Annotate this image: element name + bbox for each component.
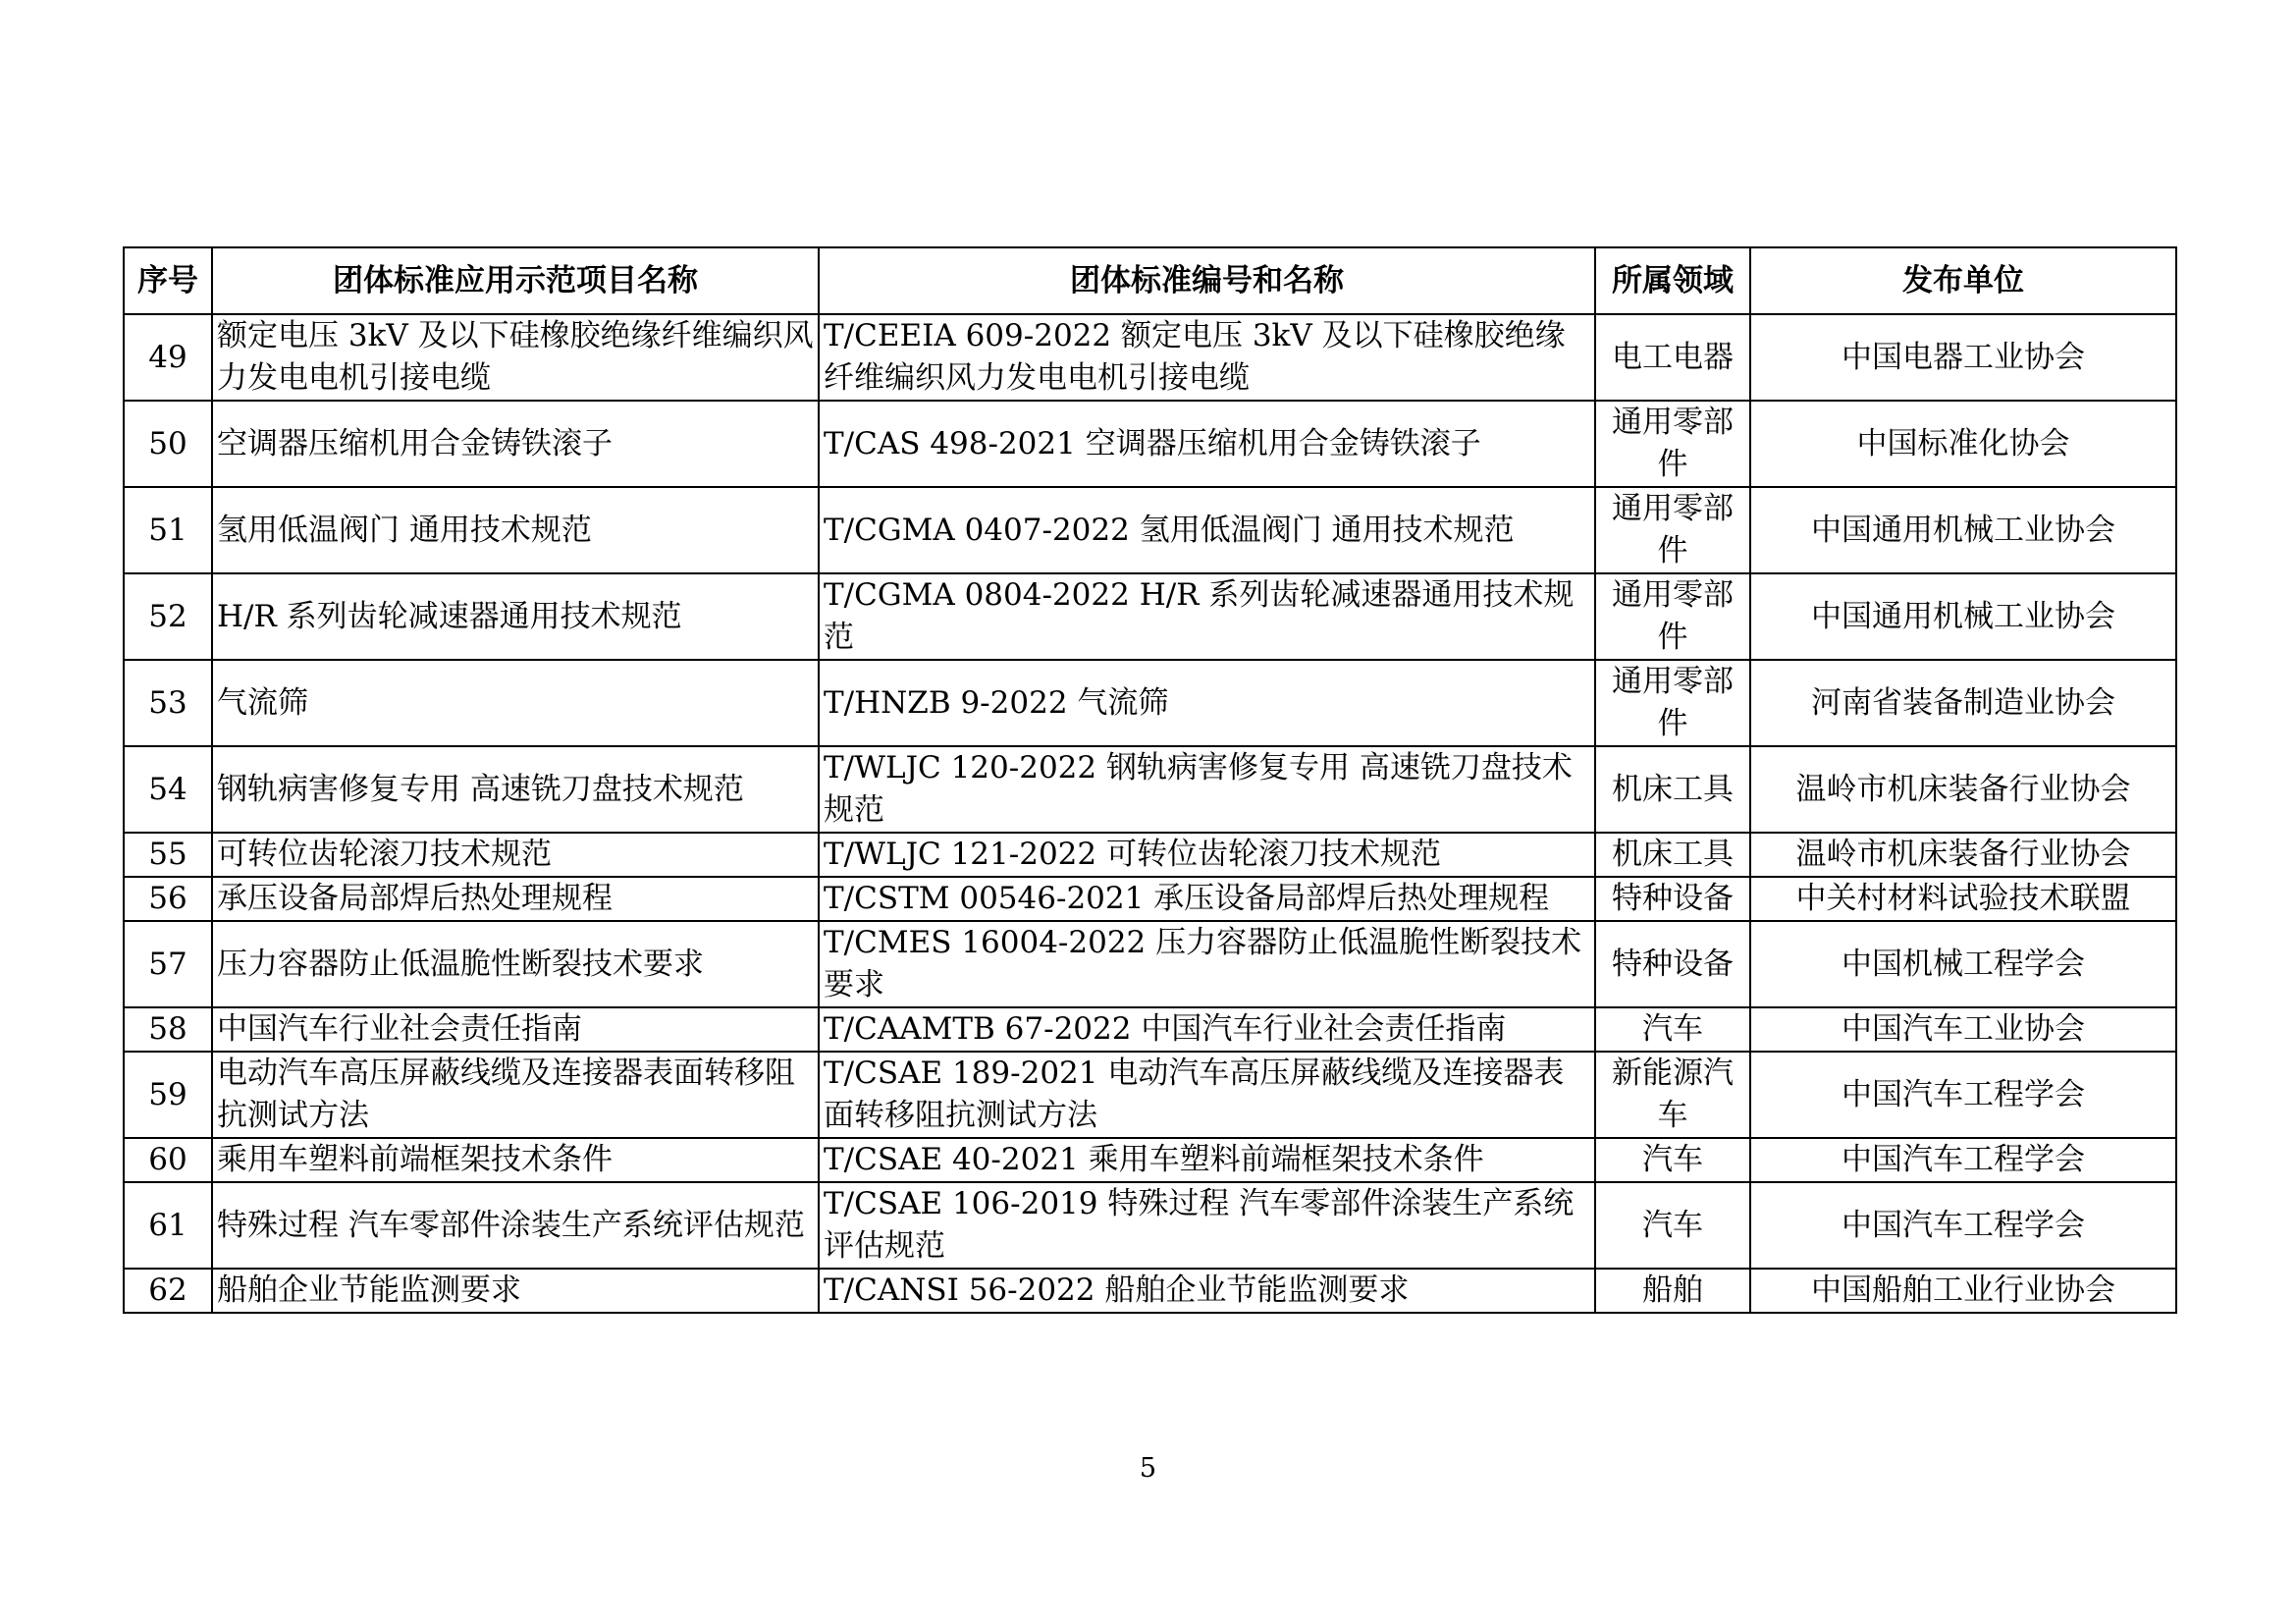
table-row — [124, 1007, 2176, 1052]
cell-serial: 60 — [124, 1138, 212, 1182]
table-row — [124, 660, 2176, 746]
header-standard-name: 团体标准编号和名称 — [819, 247, 1595, 314]
table-row — [124, 877, 2176, 921]
cell-serial: 58 — [124, 1007, 212, 1052]
table-row — [124, 401, 2176, 487]
cell-serial: 57 — [124, 921, 212, 1007]
cell-field: 船舶 — [1595, 1269, 1750, 1313]
cell-field: 机床工具 — [1595, 746, 1750, 833]
cell-publisher: 中国标准化协会 — [1750, 401, 2176, 487]
table-row — [124, 487, 2176, 573]
cell-serial: 53 — [124, 660, 212, 746]
table-row — [124, 573, 2176, 660]
cell-publisher: 中关村材料试验技术联盟 — [1750, 877, 2176, 921]
cell-serial: 54 — [124, 746, 212, 833]
header-project-name: 团体标准应用示范项目名称 — [212, 247, 819, 314]
cell-project: 空调器压缩机用合金铸铁滚子 — [212, 401, 819, 487]
header-serial: 序号 — [124, 247, 212, 314]
cell-project: 可转位齿轮滚刀技术规范 — [212, 833, 819, 877]
table-row — [124, 1182, 2176, 1269]
cell-standard: T/CSAE 106-2019 特殊过程 汽车零部件涂装生产系统评估规范 — [819, 1182, 1595, 1269]
cell-serial: 49 — [124, 314, 212, 401]
cell-standard: T/CSTM 00546-2021 承压设备局部焊后热处理规程 — [819, 877, 1595, 921]
cell-publisher: 中国通用机械工业协会 — [1750, 573, 2176, 660]
cell-standard: T/CEEIA 609-2022 额定电压 3kV 及以下硅橡胶绝缘纤维编织风力发电电机引接电缆 — [819, 314, 1595, 401]
cell-publisher: 中国汽车工程学会 — [1750, 1138, 2176, 1182]
table-row — [124, 314, 2176, 401]
table-row — [124, 746, 2176, 833]
standards-table — [123, 246, 2177, 1314]
table-header-row — [124, 247, 2176, 314]
table-row — [124, 1052, 2176, 1138]
cell-field: 新能源汽车 — [1595, 1052, 1750, 1138]
cell-standard: T/HNZB 9-2022 气流筛 — [819, 660, 1595, 746]
cell-field: 汽车 — [1595, 1007, 1750, 1052]
cell-project: 船舶企业节能监测要求 — [212, 1269, 819, 1313]
cell-field: 通用零部件 — [1595, 573, 1750, 660]
cell-publisher: 中国汽车工程学会 — [1750, 1182, 2176, 1269]
cell-project: 额定电压 3kV 及以下硅橡胶绝缘纤维编织风力发电电机引接电缆 — [212, 314, 819, 401]
header-publisher: 发布单位 — [1750, 247, 2176, 314]
cell-field: 通用零部件 — [1595, 660, 1750, 746]
cell-publisher: 温岭市机床装备行业协会 — [1750, 833, 2176, 877]
cell-publisher: 中国船舶工业行业协会 — [1750, 1269, 2176, 1313]
cell-standard: T/CAS 498-2021 空调器压缩机用合金铸铁滚子 — [819, 401, 1595, 487]
cell-field: 电工电器 — [1595, 314, 1750, 401]
cell-field: 汽车 — [1595, 1182, 1750, 1269]
cell-serial: 55 — [124, 833, 212, 877]
cell-field: 汽车 — [1595, 1138, 1750, 1182]
cell-publisher: 河南省装备制造业协会 — [1750, 660, 2176, 746]
cell-standard: T/CANSI 56-2022 船舶企业节能监测要求 — [819, 1269, 1595, 1313]
cell-project: 氢用低温阀门 通用技术规范 — [212, 487, 819, 573]
cell-serial: 62 — [124, 1269, 212, 1313]
cell-standard: T/CSAE 189-2021 电动汽车高压屏蔽线缆及连接器表面转移阻抗测试方法 — [819, 1052, 1595, 1138]
cell-project: 压力容器防止低温脆性断裂技术要求 — [212, 921, 819, 1007]
cell-publisher: 中国汽车工程学会 — [1750, 1052, 2176, 1138]
cell-project: 电动汽车高压屏蔽线缆及连接器表面转移阻抗测试方法 — [212, 1052, 819, 1138]
cell-standard: T/CMES 16004-2022 压力容器防止低温脆性断裂技术要求 — [819, 921, 1595, 1007]
cell-serial: 61 — [124, 1182, 212, 1269]
cell-standard: T/CGMA 0804-2022 H/R 系列齿轮减速器通用技术规范 — [819, 573, 1595, 660]
cell-project: 乘用车塑料前端框架技术条件 — [212, 1138, 819, 1182]
cell-standard: T/WLJC 121-2022 可转位齿轮滚刀技术规范 — [819, 833, 1595, 877]
table-row — [124, 1269, 2176, 1313]
cell-serial: 52 — [124, 573, 212, 660]
cell-project: H/R 系列齿轮减速器通用技术规范 — [212, 573, 819, 660]
table-row — [124, 1138, 2176, 1182]
cell-serial: 56 — [124, 877, 212, 921]
cell-project: 承压设备局部焊后热处理规程 — [212, 877, 819, 921]
cell-publisher: 中国汽车工业协会 — [1750, 1007, 2176, 1052]
cell-serial: 51 — [124, 487, 212, 573]
cell-publisher: 中国电器工业协会 — [1750, 314, 2176, 401]
page-number: 5 — [1139, 1453, 1157, 1484]
cell-standard: T/CAAMTB 67-2022 中国汽车行业社会责任指南 — [819, 1007, 1595, 1052]
cell-serial: 50 — [124, 401, 212, 487]
cell-standard: T/WLJC 120-2022 钢轨病害修复专用 高速铣刀盘技术规范 — [819, 746, 1595, 833]
table-row — [124, 921, 2176, 1007]
cell-publisher: 温岭市机床装备行业协会 — [1750, 746, 2176, 833]
cell-standard: T/CGMA 0407-2022 氢用低温阀门 通用技术规范 — [819, 487, 1595, 573]
cell-standard: T/CSAE 40-2021 乘用车塑料前端框架技术条件 — [819, 1138, 1595, 1182]
cell-field: 通用零部件 — [1595, 401, 1750, 487]
cell-field: 机床工具 — [1595, 833, 1750, 877]
cell-project: 钢轨病害修复专用 高速铣刀盘技术规范 — [212, 746, 819, 833]
cell-field: 通用零部件 — [1595, 487, 1750, 573]
table-row — [124, 833, 2176, 877]
cell-serial: 59 — [124, 1052, 212, 1138]
cell-publisher: 中国通用机械工业协会 — [1750, 487, 2176, 573]
cell-project: 气流筛 — [212, 660, 819, 746]
cell-publisher: 中国机械工程学会 — [1750, 921, 2176, 1007]
cell-field: 特种设备 — [1595, 877, 1750, 921]
header-field: 所属领域 — [1595, 247, 1750, 314]
cell-field: 特种设备 — [1595, 921, 1750, 1007]
cell-project: 特殊过程 汽车零部件涂装生产系统评估规范 — [212, 1182, 819, 1269]
cell-project: 中国汽车行业社会责任指南 — [212, 1007, 819, 1052]
